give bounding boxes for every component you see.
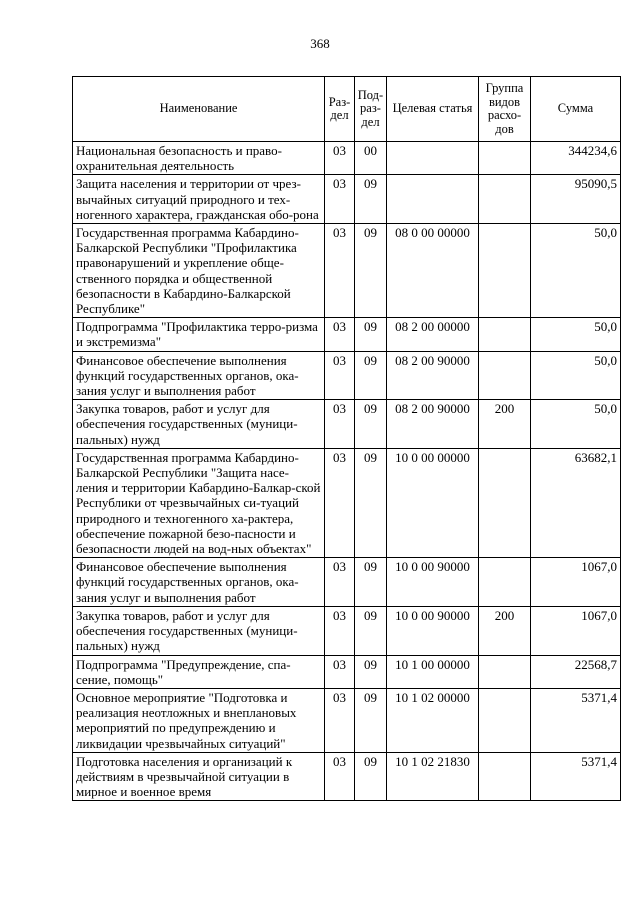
table-row xyxy=(73,558,621,607)
cell-subsection: 09 xyxy=(355,351,387,400)
cell-sum: 50,0 xyxy=(531,318,621,351)
cell-section: 03 xyxy=(325,400,355,449)
cell-subsection: 09 xyxy=(355,688,387,752)
cell-sum: 50,0 xyxy=(531,224,621,318)
table-row xyxy=(73,351,621,400)
cell-section: 03 xyxy=(325,224,355,318)
cell-name: Защита населения и территории от чрез-вычайных ситуаций природного и тех-ногенного характера, гражданская обо-рона xyxy=(73,175,325,224)
table-row xyxy=(73,318,621,351)
table-row xyxy=(73,655,621,688)
cell-expense-group xyxy=(479,351,531,400)
cell-name: Подготовка населения и организаций к действиям в чрезвычайной ситуации в мирное и военное время xyxy=(73,752,325,801)
cell-expense-group: 200 xyxy=(479,606,531,655)
page-number: 368 xyxy=(310,36,330,51)
cell-sum: 95090,5 xyxy=(531,175,621,224)
table-row xyxy=(73,142,621,175)
cell-sum: 5371,4 xyxy=(531,688,621,752)
cell-expense-group xyxy=(479,318,531,351)
header-target-article: Целевая статья xyxy=(387,77,479,142)
cell-expense-group xyxy=(479,558,531,607)
cell-subsection: 09 xyxy=(355,752,387,801)
cell-sum: 1067,0 xyxy=(531,558,621,607)
cell-subsection: 09 xyxy=(355,558,387,607)
cell-section: 03 xyxy=(325,655,355,688)
cell-section: 03 xyxy=(325,175,355,224)
cell-name: Национальная безопасность и право-охранительная деятельность xyxy=(73,142,325,175)
cell-subsection: 00 xyxy=(355,142,387,175)
cell-expense-group xyxy=(479,752,531,801)
cell-section: 03 xyxy=(325,558,355,607)
cell-subsection: 09 xyxy=(355,224,387,318)
cell-subsection: 09 xyxy=(355,655,387,688)
cell-section: 03 xyxy=(325,752,355,801)
cell-section: 03 xyxy=(325,351,355,400)
header-row xyxy=(73,77,621,142)
table-body xyxy=(73,142,621,801)
cell-sum: 63682,1 xyxy=(531,448,621,557)
cell-sum: 50,0 xyxy=(531,400,621,449)
cell-name: Государственная программа Кабардино-Балкарской Республики "Профилактика правонарушений и укрепление обще-ственного порядка и общественной безопасности в Кабардино-Балкарской Республике" xyxy=(73,224,325,318)
table-row xyxy=(73,688,621,752)
cell-target-article: 10 0 00 90000 xyxy=(387,558,479,607)
cell-target-article: 10 0 00 00000 xyxy=(387,448,479,557)
cell-name: Подпрограмма "Профилактика терро-ризма и экстремизма" xyxy=(73,318,325,351)
cell-subsection: 09 xyxy=(355,400,387,449)
cell-name: Закупка товаров, работ и услуг для обеспечения государственных (муници-пальных) нужд xyxy=(73,606,325,655)
cell-name: Закупка товаров, работ и услуг для обеспечения государственных (муници-пальных) нужд xyxy=(73,400,325,449)
cell-target-article: 10 0 00 90000 xyxy=(387,606,479,655)
cell-expense-group xyxy=(479,224,531,318)
cell-subsection: 09 xyxy=(355,606,387,655)
cell-section: 03 xyxy=(325,606,355,655)
budget-table xyxy=(72,76,621,801)
cell-target-article xyxy=(387,142,479,175)
table-row xyxy=(73,752,621,801)
cell-section: 03 xyxy=(325,142,355,175)
header-sum: Сумма xyxy=(531,77,621,142)
cell-target-article: 08 0 00 00000 xyxy=(387,224,479,318)
cell-expense-group xyxy=(479,448,531,557)
cell-target-article: 08 2 00 90000 xyxy=(387,351,479,400)
cell-target-article: 10 1 00 00000 xyxy=(387,655,479,688)
cell-sum: 1067,0 xyxy=(531,606,621,655)
cell-section: 03 xyxy=(325,318,355,351)
cell-target-article: 10 1 02 21830 xyxy=(387,752,479,801)
cell-sum: 50,0 xyxy=(531,351,621,400)
cell-sum: 344234,6 xyxy=(531,142,621,175)
cell-target-article: 08 2 00 00000 xyxy=(387,318,479,351)
cell-expense-group xyxy=(479,175,531,224)
table-row xyxy=(73,606,621,655)
cell-target-article: 10 1 02 00000 xyxy=(387,688,479,752)
table-row xyxy=(73,400,621,449)
cell-target-article xyxy=(387,175,479,224)
cell-section: 03 xyxy=(325,448,355,557)
cell-target-article: 08 2 00 90000 xyxy=(387,400,479,449)
table-row xyxy=(73,448,621,557)
header-expense-group: Группа видов расхо-дов xyxy=(479,77,531,142)
cell-name: Финансовое обеспечение выполнения функций государственных органов, ока-зания услуг и выполнения работ xyxy=(73,558,325,607)
cell-subsection: 09 xyxy=(355,318,387,351)
header-subsection: Под-раз-дел xyxy=(355,77,387,142)
cell-sum: 22568,7 xyxy=(531,655,621,688)
cell-name: Государственная программа Кабардино-Балкарской Республики "Защита насе-ления и территории Кабардино-Балкар-ской Республики от чрезвычайных си-туаций природного и техногенного ха-рактера, обеспечение пожарной безо-пасности и безопасности людей на вод-ных объектах" xyxy=(73,448,325,557)
cell-name: Финансовое обеспечение выполнения функций государственных органов, ока-зания услуг и выполнения работ xyxy=(73,351,325,400)
cell-name: Основное мероприятие "Подготовка и реализация неотложных и внеплановых мероприятий по предупреждению и ликвидации чрезвычайных ситуаций" xyxy=(73,688,325,752)
cell-expense-group xyxy=(479,142,531,175)
cell-section: 03 xyxy=(325,688,355,752)
cell-subsection: 09 xyxy=(355,448,387,557)
cell-expense-group xyxy=(479,655,531,688)
cell-name: Подпрограмма "Предупреждение, спа-сение, помощь" xyxy=(73,655,325,688)
table-row xyxy=(73,224,621,318)
cell-expense-group xyxy=(479,688,531,752)
cell-expense-group: 200 xyxy=(479,400,531,449)
cell-subsection: 09 xyxy=(355,175,387,224)
table-row xyxy=(73,175,621,224)
cell-sum: 5371,4 xyxy=(531,752,621,801)
header-section: Раз-дел xyxy=(325,77,355,142)
header-name: Наименование xyxy=(73,77,325,142)
